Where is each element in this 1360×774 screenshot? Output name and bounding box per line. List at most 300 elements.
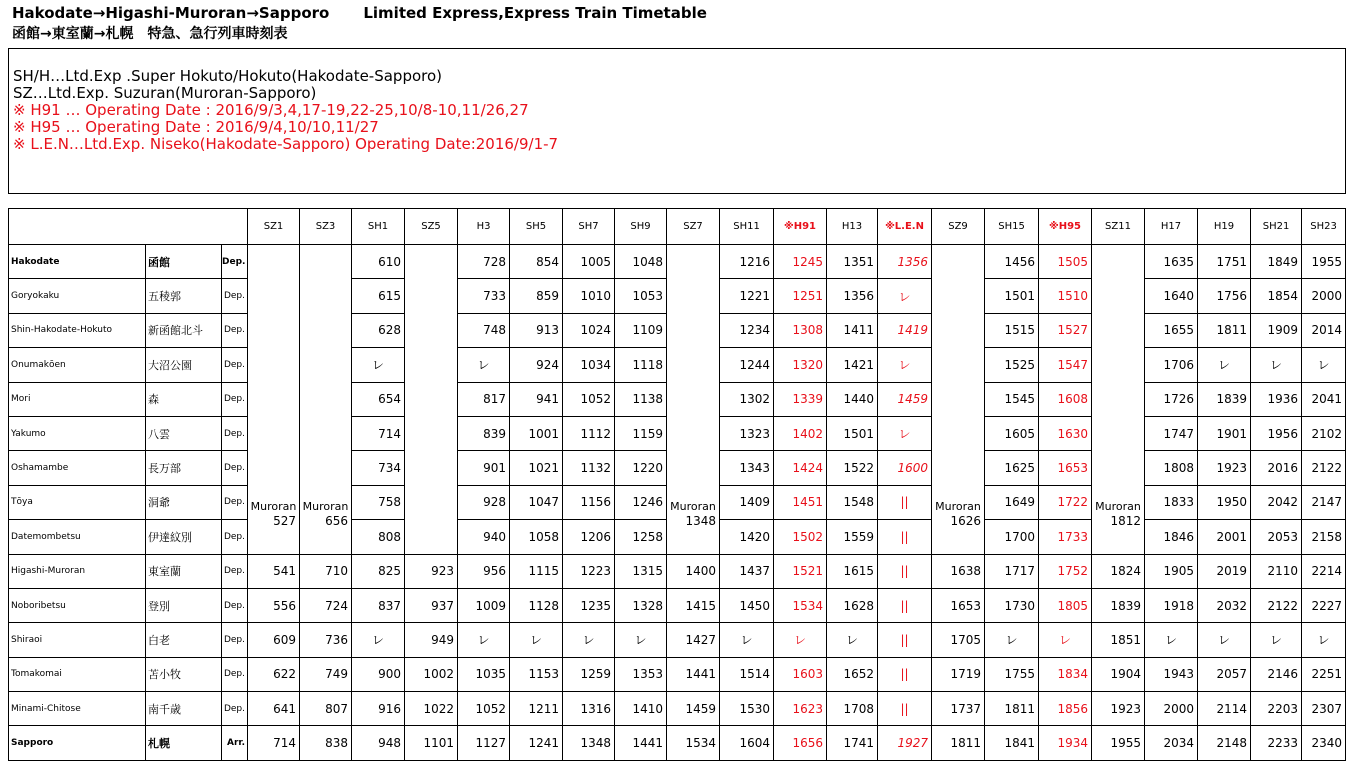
station-name-jp: 白老: [146, 623, 222, 657]
page-subtitle: 函館→東室蘭→札幌 特急、急行列車時刻表: [12, 26, 288, 42]
time-cell: 1630: [1039, 416, 1092, 450]
time-cell: 2227: [1302, 588, 1346, 622]
time-cell: 556: [248, 588, 300, 622]
time-cell: 1811: [932, 726, 985, 760]
time-cell: 1918: [1145, 588, 1198, 622]
time-cell: 1805: [1039, 588, 1092, 622]
time-cell: 1048: [615, 245, 667, 279]
time-cell: 1009: [458, 588, 510, 622]
time-cell: 628: [352, 313, 405, 347]
title-route: Hakodate→Higashi-Muroran→Sapporo: [12, 4, 330, 22]
time-cell: 1505: [1039, 245, 1092, 279]
time-cell: 1839: [1092, 588, 1145, 622]
time-cell: 2034: [1145, 726, 1198, 760]
time-cell: レ: [352, 348, 405, 382]
col-header: SZ7: [667, 209, 720, 245]
time-cell: 2122: [1302, 451, 1346, 485]
muroran-label: Muroran: [935, 500, 981, 514]
muroran-dep-time: 1812: [1110, 514, 1142, 529]
dep-arr-label: Dep.: [222, 245, 248, 279]
time-cell: 1808: [1145, 451, 1198, 485]
time-cell: 1223: [563, 554, 615, 588]
time-cell: レ: [1198, 623, 1251, 657]
time-cell: 1206: [563, 520, 615, 554]
station-name-en: Oshamambe: [9, 451, 146, 485]
muroran-dep-time: 1626: [950, 514, 982, 529]
time-cell: 1901: [1198, 416, 1251, 450]
dep-arr-label: Dep.: [222, 623, 248, 657]
time-cell: 1927: [878, 726, 932, 760]
time-cell: 736: [300, 623, 352, 657]
time-cell: 1905: [1145, 554, 1198, 588]
time-cell: ||: [878, 623, 932, 657]
time-cell: 1534: [774, 588, 827, 622]
time-cell: 2203: [1251, 692, 1302, 726]
time-cell: 1356: [827, 279, 878, 313]
col-header: SZ5: [405, 209, 458, 245]
dep-arr-label: Dep.: [222, 451, 248, 485]
time-cell: 1320: [774, 348, 827, 382]
time-cell: 1258: [615, 520, 667, 554]
time-cell: 710: [300, 554, 352, 588]
time-cell: 2158: [1302, 520, 1346, 554]
time-cell: 1719: [932, 657, 985, 691]
time-cell: 825: [352, 554, 405, 588]
time-cell: 1241: [510, 726, 563, 760]
time-cell: 1623: [774, 692, 827, 726]
time-cell: 2102: [1302, 416, 1346, 450]
station-name-jp: 大沼公園: [146, 348, 222, 382]
time-cell: 1730: [985, 588, 1039, 622]
muroran-origin-cell: [248, 245, 300, 555]
header-station-cell: [9, 209, 248, 245]
time-cell: 1656: [774, 726, 827, 760]
legend-line-sz: SZ…Ltd.Exp. Suzuran(Muroran-Sapporo): [13, 84, 317, 102]
time-cell: 1005: [563, 245, 615, 279]
time-cell: 1515: [985, 313, 1039, 347]
time-cell: 733: [458, 279, 510, 313]
table-row: [9, 554, 1346, 588]
time-cell: 2307: [1302, 692, 1346, 726]
muroran-origin-cell: [300, 245, 352, 555]
station-name-jp: 八雲: [146, 416, 222, 450]
time-cell: 1216: [720, 245, 774, 279]
muroran-label: Muroran: [302, 500, 349, 514]
time-cell: 1824: [1092, 554, 1145, 588]
time-cell: 1353: [615, 657, 667, 691]
time-cell: 1437: [720, 554, 774, 588]
time-cell: 1722: [1039, 485, 1092, 519]
time-cell: ||: [878, 588, 932, 622]
time-cell: 714: [248, 726, 300, 760]
table-row: [9, 588, 1346, 622]
time-cell: 2016: [1251, 451, 1302, 485]
time-cell: 913: [510, 313, 563, 347]
time-cell: 1943: [1145, 657, 1198, 691]
time-cell: 1653: [932, 588, 985, 622]
time-cell: 949: [405, 623, 458, 657]
col-header: SH23: [1302, 209, 1346, 245]
col-header: SH1: [352, 209, 405, 245]
station-name-en: Tomakomai: [9, 657, 146, 691]
station-name-jp: 新函館北斗: [146, 313, 222, 347]
time-cell: 1244: [720, 348, 774, 382]
time-cell: 1548: [827, 485, 878, 519]
table-row: [9, 657, 1346, 691]
time-cell: 817: [458, 382, 510, 416]
time-cell: 1410: [615, 692, 667, 726]
time-cell: 2114: [1198, 692, 1251, 726]
muroran-origin-cell: [932, 245, 985, 555]
time-cell: 1615: [827, 554, 878, 588]
col-header: H19: [1198, 209, 1251, 245]
time-cell: 1756: [1198, 279, 1251, 313]
time-cell: ||: [878, 657, 932, 691]
station-name-jp: 南千歳: [146, 692, 222, 726]
time-cell: 1128: [510, 588, 563, 622]
time-cell: 1751: [1198, 245, 1251, 279]
time-cell: 1635: [1145, 245, 1198, 279]
time-cell: 1302: [720, 382, 774, 416]
time-cell: 1022: [405, 692, 458, 726]
time-cell: 2001: [1198, 520, 1251, 554]
muroran-origin-cell: [1092, 245, 1145, 555]
time-cell: 1035: [458, 657, 510, 691]
time-cell: 900: [352, 657, 405, 691]
col-header: SH7: [563, 209, 615, 245]
col-header: SZ11: [1092, 209, 1145, 245]
time-cell: 714: [352, 416, 405, 450]
time-cell: 2000: [1145, 692, 1198, 726]
time-cell: 1420: [720, 520, 774, 554]
time-cell: 928: [458, 485, 510, 519]
dep-arr-label: Dep.: [222, 588, 248, 622]
time-cell: 1153: [510, 657, 563, 691]
time-cell: 2214: [1302, 554, 1346, 588]
time-cell: 1603: [774, 657, 827, 691]
time-cell: 1936: [1251, 382, 1302, 416]
station-name-en: Minami-Chitose: [9, 692, 146, 726]
time-cell: 1628: [827, 588, 878, 622]
time-cell: 1400: [667, 554, 720, 588]
time-cell: 1315: [615, 554, 667, 588]
station-name-jp: 苫小牧: [146, 657, 222, 691]
col-header: H17: [1145, 209, 1198, 245]
time-cell: 940: [458, 520, 510, 554]
time-cell: 1259: [563, 657, 615, 691]
dep-arr-label: Dep.: [222, 520, 248, 554]
dep-arr-label: Dep.: [222, 279, 248, 313]
col-header: SH9: [615, 209, 667, 245]
muroran-origin-cell: [667, 245, 720, 555]
time-cell: 541: [248, 554, 300, 588]
time-cell: レ: [458, 348, 510, 382]
table-row: [9, 245, 1346, 279]
time-cell: 724: [300, 588, 352, 622]
time-cell: レ: [774, 623, 827, 657]
time-cell: 1101: [405, 726, 458, 760]
time-cell: 956: [458, 554, 510, 588]
time-cell: 1001: [510, 416, 563, 450]
time-cell: 1530: [720, 692, 774, 726]
time-cell: 758: [352, 485, 405, 519]
time-cell: 1849: [1251, 245, 1302, 279]
time-cell: 1132: [563, 451, 615, 485]
time-cell: 1854: [1251, 279, 1302, 313]
time-cell: 1441: [667, 657, 720, 691]
time-cell: 1234: [720, 313, 774, 347]
time-cell: 2110: [1251, 554, 1302, 588]
muroran-label: Muroran: [670, 500, 716, 514]
time-cell: 1752: [1039, 554, 1092, 588]
time-cell: レ: [827, 623, 878, 657]
col-header: SZ9: [932, 209, 985, 245]
time-cell: 1424: [774, 451, 827, 485]
time-cell: 1700: [985, 520, 1039, 554]
time-cell: 1733: [1039, 520, 1092, 554]
time-cell: 1652: [827, 657, 878, 691]
station-name-jp: 長万部: [146, 451, 222, 485]
time-cell: 859: [510, 279, 563, 313]
station-name-jp: 東室蘭: [146, 554, 222, 588]
time-cell: 1502: [774, 520, 827, 554]
time-cell: 1053: [615, 279, 667, 313]
time-cell: 1811: [1198, 313, 1251, 347]
time-cell: 615: [352, 279, 405, 313]
time-cell: 1934: [1039, 726, 1092, 760]
time-cell: 2251: [1302, 657, 1346, 691]
time-cell: 1221: [720, 279, 774, 313]
time-cell: 2233: [1251, 726, 1302, 760]
muroran-dep-time: 1348: [685, 514, 717, 529]
time-cell: 1527: [1039, 313, 1092, 347]
station-name-en: Yakumo: [9, 416, 146, 450]
time-cell: 2148: [1198, 726, 1251, 760]
dep-arr-label: Dep.: [222, 382, 248, 416]
time-cell: 1440: [827, 382, 878, 416]
col-header: SH11: [720, 209, 774, 245]
time-cell: 1052: [563, 382, 615, 416]
legend-line-h95: ※ H95 … Operating Date : 2016/9/4,10/10,11/27: [13, 118, 379, 136]
time-cell: 1717: [985, 554, 1039, 588]
time-cell: 1415: [667, 588, 720, 622]
time-cell: 1604: [720, 726, 774, 760]
time-cell: 1021: [510, 451, 563, 485]
time-cell: 1525: [985, 348, 1039, 382]
time-cell: 1251: [774, 279, 827, 313]
time-cell: 1235: [563, 588, 615, 622]
muroran-dep-time: 527: [273, 514, 297, 529]
time-cell: レ: [1302, 348, 1346, 382]
station-name-en: Onumakōen: [9, 348, 146, 382]
time-cell: 1726: [1145, 382, 1198, 416]
time-cell: 1834: [1039, 657, 1092, 691]
time-cell: 654: [352, 382, 405, 416]
time-cell: 1024: [563, 313, 615, 347]
time-cell: 1127: [458, 726, 510, 760]
time-cell: 2042: [1251, 485, 1302, 519]
time-cell: 1514: [720, 657, 774, 691]
station-name-jp: 登別: [146, 588, 222, 622]
time-cell: 1450: [720, 588, 774, 622]
col-header: H13: [827, 209, 878, 245]
col-header: SZ1: [248, 209, 300, 245]
time-cell: 641: [248, 692, 300, 726]
time-cell: 728: [458, 245, 510, 279]
station-name-en: Higashi-Muroran: [9, 554, 146, 588]
dep-arr-label: Dep.: [222, 657, 248, 691]
time-cell: 1923: [1092, 692, 1145, 726]
time-cell: 1706: [1145, 348, 1198, 382]
station-name-jp: 伊達紋別: [146, 520, 222, 554]
time-cell: 1811: [985, 692, 1039, 726]
time-cell: 1653: [1039, 451, 1092, 485]
time-cell: 854: [510, 245, 563, 279]
station-name-jp: 札幌: [146, 726, 222, 760]
dep-arr-label: Dep.: [222, 313, 248, 347]
legend-line-h91: ※ H91 … Operating Date : 2016/9/3,4,17-19,22-25,10/8-10,11/26,27: [13, 101, 529, 119]
time-cell: 837: [352, 588, 405, 622]
time-cell: 1211: [510, 692, 563, 726]
time-cell: レ: [458, 623, 510, 657]
time-cell: 748: [458, 313, 510, 347]
col-header: ※H95: [1039, 209, 1092, 245]
page-title: [12, 4, 707, 23]
time-cell: 838: [300, 726, 352, 760]
time-cell: 1459: [878, 382, 932, 416]
time-cell: 2014: [1302, 313, 1346, 347]
time-cell: 1138: [615, 382, 667, 416]
time-cell: ||: [878, 554, 932, 588]
dep-arr-label: Dep.: [222, 416, 248, 450]
dep-arr-label: Dep.: [222, 348, 248, 382]
time-cell: 1419: [878, 313, 932, 347]
time-cell: 1308: [774, 313, 827, 347]
time-cell: 1605: [985, 416, 1039, 450]
time-cell: 1459: [667, 692, 720, 726]
time-cell: 1705: [932, 623, 985, 657]
station-name-en: Hakodate: [9, 245, 146, 279]
time-cell: 2019: [1198, 554, 1251, 588]
time-cell: レ: [615, 623, 667, 657]
muroran-label: Muroran: [250, 500, 297, 514]
dep-arr-label: Arr.: [222, 726, 248, 760]
time-cell: 901: [458, 451, 510, 485]
time-cell: 1411: [827, 313, 878, 347]
time-cell: 1328: [615, 588, 667, 622]
time-cell: 1846: [1145, 520, 1198, 554]
time-cell: 916: [352, 692, 405, 726]
time-cell: 609: [248, 623, 300, 657]
time-cell: 1747: [1145, 416, 1198, 450]
time-cell: レ: [878, 279, 932, 313]
time-cell: レ: [352, 623, 405, 657]
time-cell: 1109: [615, 313, 667, 347]
time-cell: 1456: [985, 245, 1039, 279]
time-cell: 1708: [827, 692, 878, 726]
time-cell: 1112: [563, 416, 615, 450]
time-cell: 622: [248, 657, 300, 691]
time-cell: レ: [563, 623, 615, 657]
time-cell: 1640: [1145, 279, 1198, 313]
time-cell: 1323: [720, 416, 774, 450]
time-cell: 807: [300, 692, 352, 726]
col-header: SZ3: [300, 209, 352, 245]
station-name-jp: 洞爺: [146, 485, 222, 519]
time-cell: レ: [1145, 623, 1198, 657]
table-row: [9, 726, 1346, 760]
time-cell: 1427: [667, 623, 720, 657]
time-cell: 1316: [563, 692, 615, 726]
dep-arr-label: Dep.: [222, 485, 248, 519]
time-cell: 808: [352, 520, 405, 554]
time-cell: 1955: [1302, 245, 1346, 279]
time-cell: 1246: [615, 485, 667, 519]
legend-line-sh: SH/H…Ltd.Exp .Super Hokuto/Hokuto(Hakodate-Sapporo): [13, 67, 443, 85]
time-cell: 1956: [1251, 416, 1302, 450]
time-cell: 1348: [563, 726, 615, 760]
table-row: [9, 623, 1346, 657]
time-cell: 1755: [985, 657, 1039, 691]
time-cell: 1741: [827, 726, 878, 760]
station-name-en: Noboribetsu: [9, 588, 146, 622]
station-name-en: Tōya: [9, 485, 146, 519]
time-cell: 924: [510, 348, 563, 382]
time-cell: 2000: [1302, 279, 1346, 313]
time-cell: 734: [352, 451, 405, 485]
station-name-en: Shin-Hakodate-Hokuto: [9, 313, 146, 347]
time-cell: 1034: [563, 348, 615, 382]
station-name-en: Datemombetsu: [9, 520, 146, 554]
dep-arr-label: Dep.: [222, 554, 248, 588]
time-cell: 1534: [667, 726, 720, 760]
time-cell: レ: [1198, 348, 1251, 382]
time-cell: 1559: [827, 520, 878, 554]
time-cell: 1923: [1198, 451, 1251, 485]
time-cell: 1655: [1145, 313, 1198, 347]
legend-box: [8, 48, 1346, 194]
time-cell: レ: [985, 623, 1039, 657]
time-cell: 610: [352, 245, 405, 279]
time-cell: 1545: [985, 382, 1039, 416]
station-name-en: Goryokaku: [9, 279, 146, 313]
col-header: SH15: [985, 209, 1039, 245]
station-name-en: Sapporo: [9, 726, 146, 760]
time-cell: 1343: [720, 451, 774, 485]
header-row: [9, 209, 1346, 245]
time-cell: 948: [352, 726, 405, 760]
time-cell: 1047: [510, 485, 563, 519]
time-cell: 1351: [827, 245, 878, 279]
time-cell: 1501: [827, 416, 878, 450]
time-cell: 1058: [510, 520, 563, 554]
muroran-dep-time: 656: [325, 514, 349, 529]
col-header: H3: [458, 209, 510, 245]
time-cell: 1856: [1039, 692, 1092, 726]
timetable: [8, 208, 1346, 761]
time-cell: 1159: [615, 416, 667, 450]
time-cell: 1522: [827, 451, 878, 485]
col-header: ※L.E.N: [878, 209, 932, 245]
time-cell: 1441: [615, 726, 667, 760]
station-name-jp: 五稜郭: [146, 279, 222, 313]
station-name-en: Mori: [9, 382, 146, 416]
time-cell: ||: [878, 520, 932, 554]
time-cell: 1909: [1251, 313, 1302, 347]
time-cell: ||: [878, 485, 932, 519]
col-header: ※H91: [774, 209, 827, 245]
time-cell: 1955: [1092, 726, 1145, 760]
